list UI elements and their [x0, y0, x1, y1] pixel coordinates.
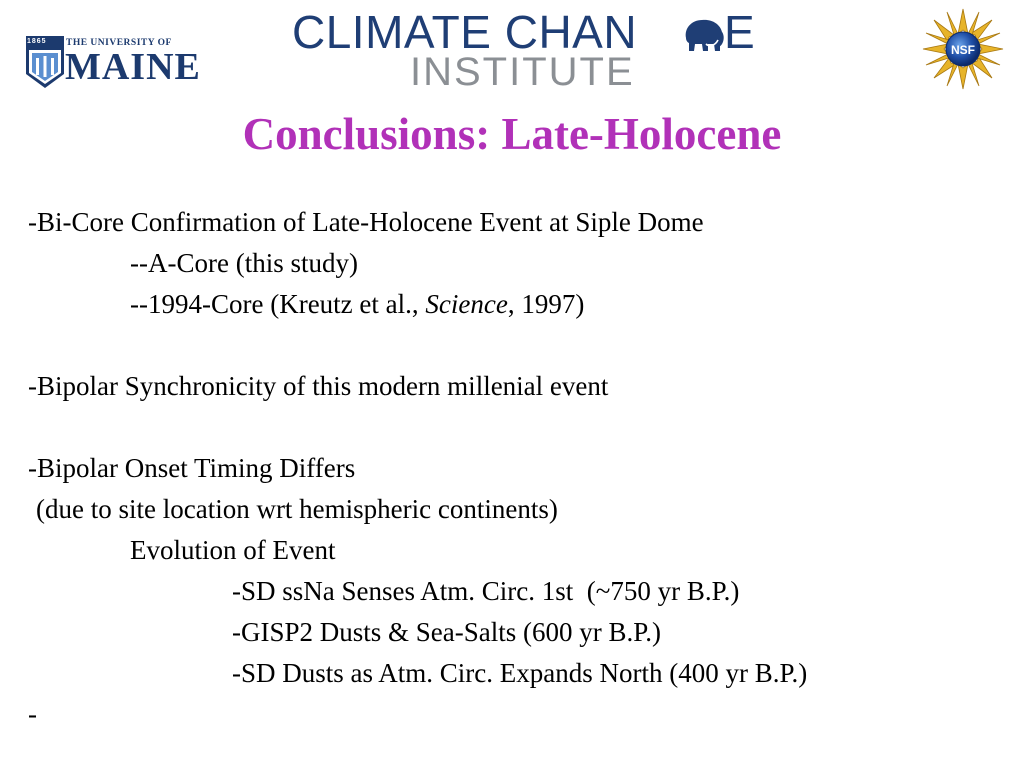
nsf-label: NSF	[951, 43, 975, 57]
evolution-item-gisp2: -GISP2 Dusts & Sea-Salts (600 yr B.P.)	[232, 617, 662, 647]
bullet-acore: --A-Core (this study)	[130, 248, 358, 278]
mammoth-icon	[682, 18, 726, 52]
nsf-logo-icon	[922, 8, 1004, 90]
bullet-bipolar-onset: -Bipolar Onset Timing Differs	[28, 453, 356, 483]
evolution-item-ssna: -SD ssNa Senses Atm. Circ. 1st (~750 yr B.P.)	[232, 576, 740, 606]
bullet-bicore: -Bi-Core Confirmation of Late-Holocene Event at Siple Dome	[28, 207, 704, 237]
umaine-name: MAINE	[65, 46, 201, 88]
bullet-1994-core-year: , 1997)	[507, 289, 585, 319]
evolution-heading: Evolution of Event	[130, 535, 336, 565]
blank-line	[28, 325, 807, 366]
bullet-bipolar-synchronicity: -Bipolar Synchronicity of this modern millenial event	[28, 371, 609, 401]
journal-name: Science	[425, 289, 508, 319]
bullet-site-location: (due to site location wrt hemispheric continents)	[36, 494, 558, 524]
bullet-1994-core	[28, 284, 807, 325]
slide-body	[28, 202, 807, 735]
umaine-year: 1865	[27, 38, 47, 45]
climate-change-institute-logo	[292, 6, 762, 92]
blank-line	[28, 407, 807, 448]
cci-line1-end: E	[724, 6, 755, 58]
trailing-dash: -	[28, 699, 37, 729]
umaine-logo	[26, 36, 201, 90]
umaine-university-text: THE UNIVERSITY OF	[66, 38, 172, 48]
evolution-item-sd-dusts: -SD Dusts as Atm. Circ. Expands North (400 yr B.P.)	[232, 658, 808, 688]
cci-line1: CLIMATE CHAN	[292, 6, 638, 58]
slide-title: Conclusions: Late-Holocene	[242, 109, 782, 159]
cci-line2: INSTITUTE	[410, 50, 635, 94]
bullet-1994-core-text: --1994-Core (Kreutz et al.,	[130, 289, 426, 319]
